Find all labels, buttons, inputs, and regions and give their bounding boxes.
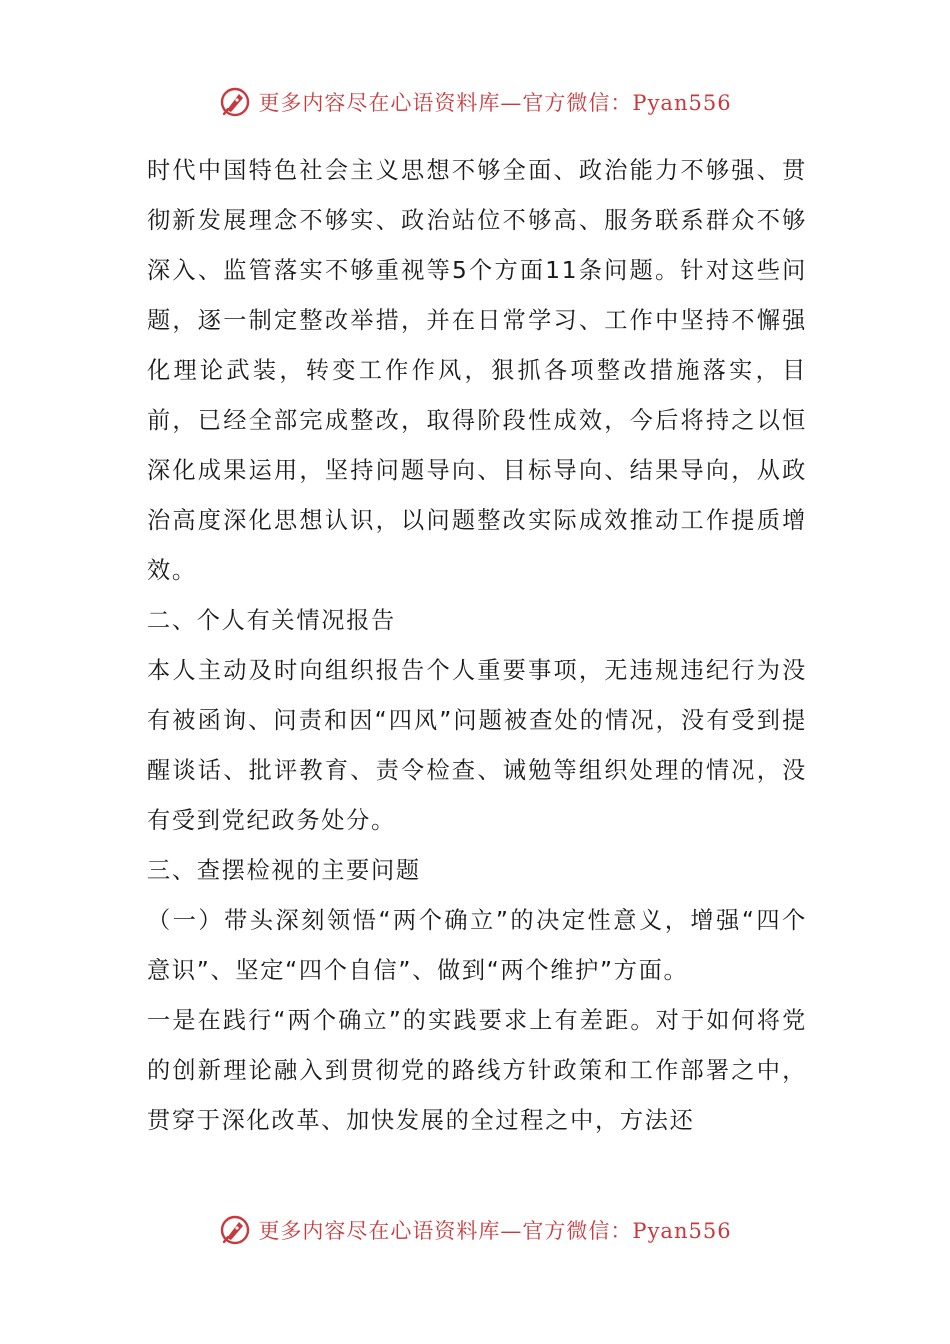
heading-personal-report: 二、个人有关情况报告 — [147, 607, 396, 634]
watermark-footer — [0, 1210, 950, 1250]
heading-main-problems: 三、查摆检视的主要问题 — [147, 857, 421, 884]
pen-nib-logo-icon — [218, 85, 252, 119]
watermark-text: 更多内容尽在心语资料库—官方微信：Pyan556 — [258, 91, 732, 115]
paragraph-rectification-summary: 时代中国特色社会主义思想不够全面、政治能力不够强、贯彻新发展理念不够实、政治站位不够高、服务联系群众不够深入、监管落实不够重视等5个方面11条问题。针对这些问题，逐一制定整改举措，并在日常学习、工作中坚持不懈强化理论武装，转变工作作风，狠抓各项整改措施落实，目前，已经全部完成整改，取得阶段性成效，今后将持之以恒深化成果运用，坚持问题导向、目标导向、结果导向，从政治高度深化思想认识，以问题整改实际成效推动工作提质增效。 — [147, 157, 807, 584]
watermark-text: 更多内容尽在心语资料库—官方微信：Pyan556 — [258, 1219, 732, 1243]
document-body — [147, 146, 807, 1146]
subheading-two-establishments: （一）带头深刻领悟“两个确立”的决定性意义，增强“四个意识”、坚定“四个自信”、做到“两个维护”方面。 — [147, 907, 807, 984]
watermark-header — [0, 82, 950, 122]
paragraph-personal-report: 本人主动及时向组织报告个人重要事项，无违规违纪行为没有被函询、问责和因“四风”问题被查处的情况，没有受到提醒谈话、批评教育、责令检查、诫勉等组织处理的情况，没有受到党纪政务处分。 — [147, 657, 807, 834]
paragraph-practice-gap: 一是在践行“两个确立”的实践要求上有差距。对于如何将党的创新理论融入到贯彻党的路线方针政策和工作部署之中，贯穿于深化改革、加快发展的全过程之中，方法还 — [147, 1007, 807, 1134]
pen-nib-logo-icon — [218, 1213, 252, 1247]
